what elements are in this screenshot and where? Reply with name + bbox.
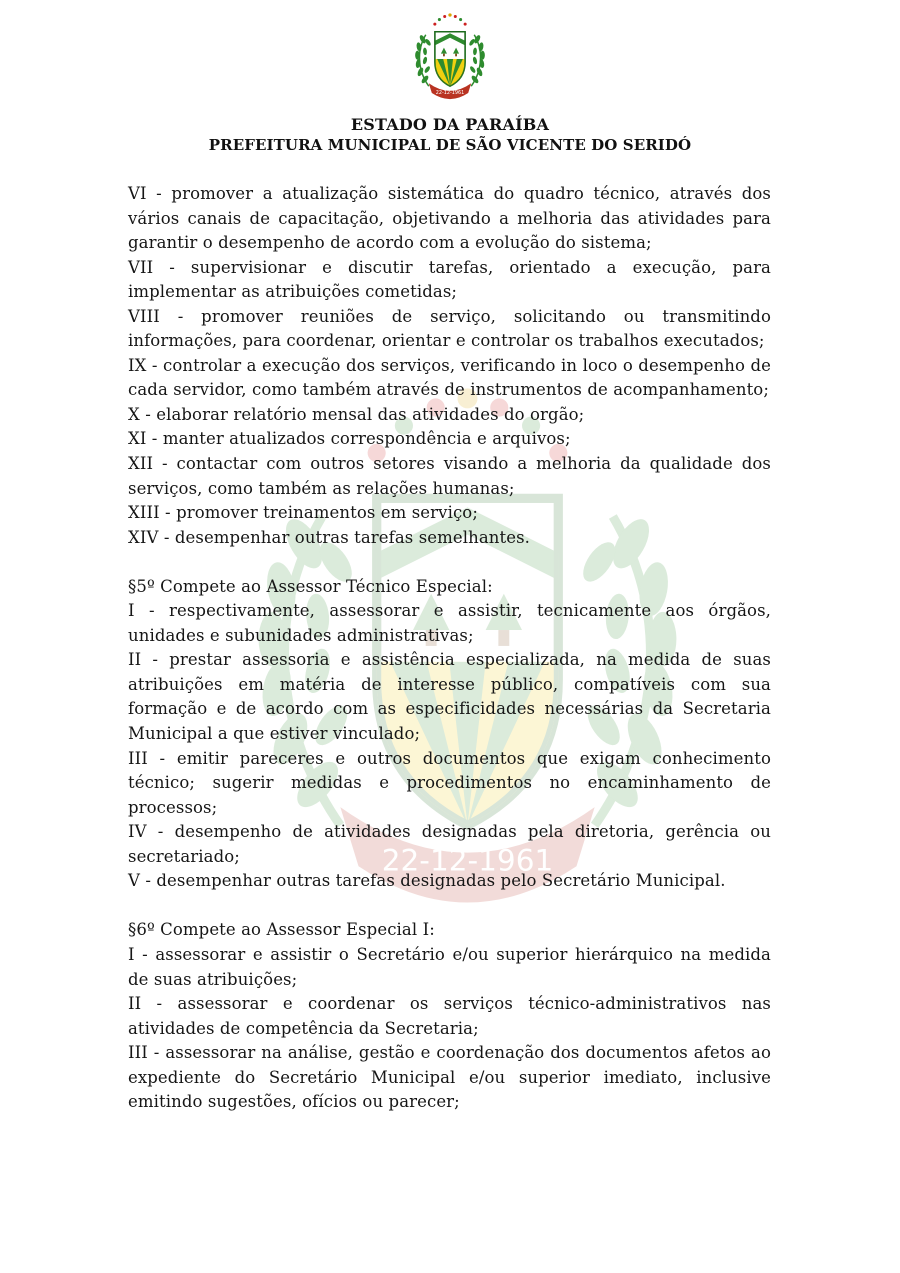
section-items-vi-xiv: [128, 182, 771, 550]
paragraph: XIV - desempenhar outras tarefas semelhantes.: [128, 527, 531, 547]
paragraph: VIII - promover reuniões de serviço, solicitando ou transmitindo informações, para coordenar, orientar e controlar os trabalhos executados;: [128, 306, 771, 351]
paragraph: XI - manter atualizados correspondência e arquivos;: [128, 429, 571, 449]
paragraph: I - respectivamente, assessorar e assistir, tecnicamente aos órgãos, unidades e subunidades administrativas;: [128, 601, 771, 645]
letterhead: [0, 12, 900, 155]
paragraph: XIII - promover treinamentos em serviço;: [128, 503, 478, 523]
header-municipality: PREFEITURA MUNICIPAL DE SÃO VICENTE DO SERIDÓ: [208, 136, 692, 154]
paragraph: II - assessorar e coordenar os serviços técnico-administrativos nas atividades de competência da Secretaria;: [128, 994, 771, 1038]
document-body: [128, 182, 771, 1115]
section-heading: §6º Compete ao Assessor Especial I:: [128, 920, 435, 940]
header-state: ESTADO DA PARAÍBA: [350, 115, 550, 134]
paragraph: III - emitir pareceres e outros documentos que exigam conhecimento técnico; sugerir medidas e procedimentos no encaminhamento de processos;: [128, 748, 771, 817]
paragraph: V - desempenhar outras tarefas designadas pelo Secretário Municipal.: [128, 871, 726, 891]
paragraph: XII - contactar com outros setores visando a melhoria da qualidade dos serviços, como também as relações humanas;: [128, 454, 771, 498]
paragraph: I - assessorar e assistir o Secretário e/ou superior hierárquico na medida de suas atribuições;: [128, 944, 771, 989]
section-paragraph-6: [128, 918, 771, 1114]
paragraph: VII - supervisionar e discutir tarefas, orientado a execução, para implementar as atribuições cometidas;: [128, 257, 771, 302]
paragraph: X - elaborar relatório mensal das atividades do orgão;: [128, 404, 585, 424]
section-paragraph-5: [128, 575, 771, 894]
paragraph: VI - promover a atualização sistemática do quadro técnico, através dos vários canais de capacitação, objetivando a melhoria das atividades para garantir o desempenho de acordo com a evolução do sistema;: [128, 184, 771, 253]
paragraph: IV - desempenho de atividades designadas pela diretoria, gerência ou secretariado;: [128, 822, 771, 866]
paragraph: IX - controlar a execução dos serviços, verificando in loco o desempenho de cada servidor, como também através de instrumentos de acompanhamento;: [128, 355, 771, 400]
municipal-crest-logo: [395, 12, 505, 112]
paragraph: II - prestar assessoria e assistência especializada, na medida de suas atribuições em matéria de interesse público, compatíveis com sua formação e de acordo com as especificidades necessárias da Secretaria Municipal a que estiver vinculado;: [128, 650, 771, 744]
section-heading: §5º Compete ao Assessor Técnico Especial:: [128, 576, 493, 596]
paragraph: III - assessorar na análise, gestão e coordenação dos documentos afetos ao expediente do Secretário Municipal e/ou superior imediato, inclusive emitindo sugestões, ofícios ou parecer;: [128, 1043, 771, 1112]
